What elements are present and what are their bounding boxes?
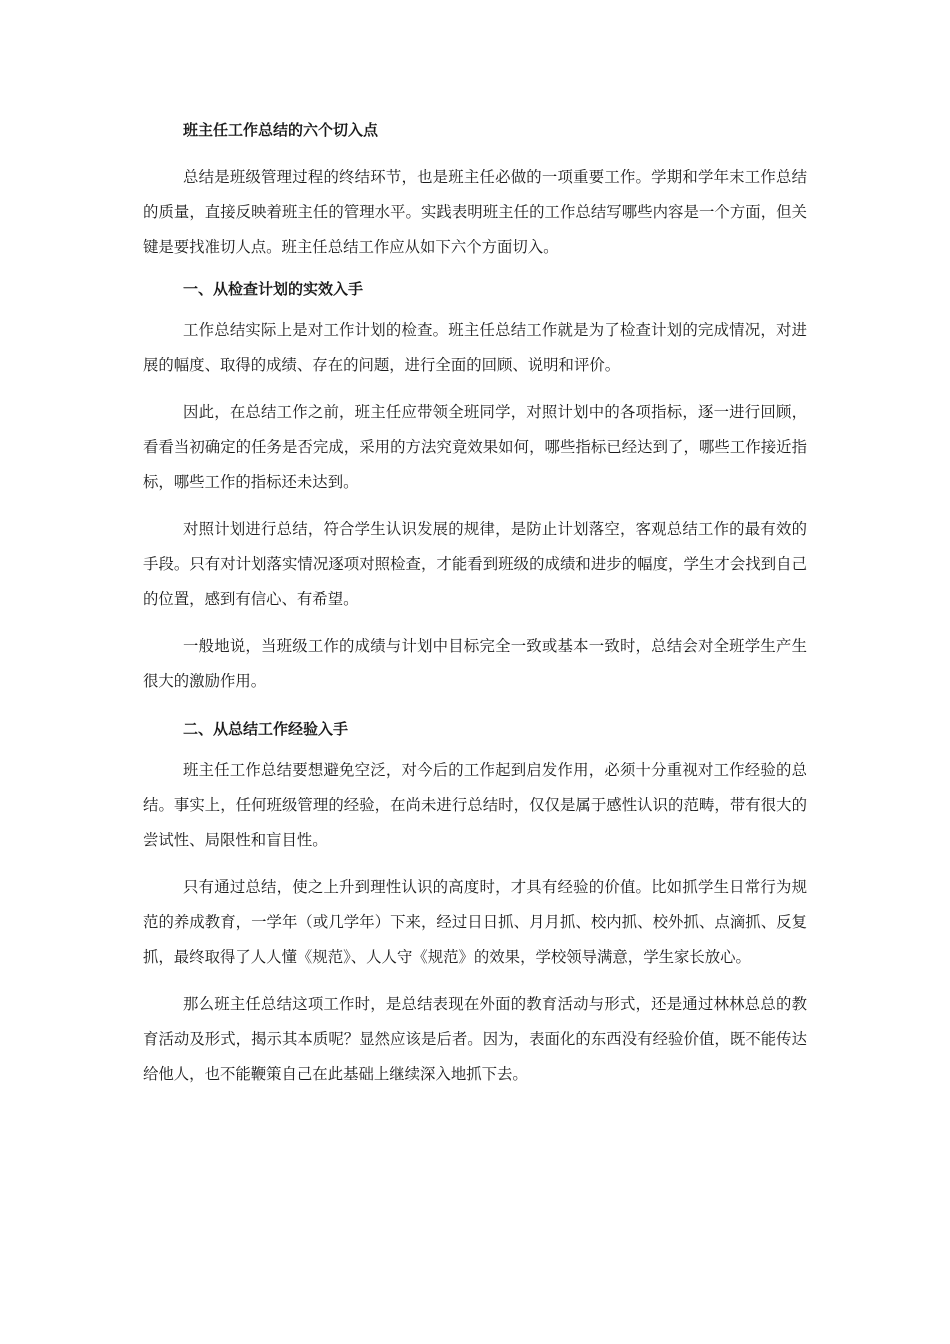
document-title: 班主任工作总结的六个切入点: [183, 121, 379, 139]
section-2-paragraph-2: 只有通过总结，使之上升到理性认识的高度时，才具有经验的价值。比如抓学生日常行为规范的养成教育，一学年（或几学年）下来，经过日日抓、月月抓、校内抓、校外抓、点滴抓、反复抓，最终取得了人人懂《规范》、人人守《规范》的效果，学校领导满意，学生家长放心。: [143, 878, 807, 966]
section-1-paragraph-4: 一般地说，当班级工作的成绩与计划中目标完全一致或基本一致时，总结会对全班学生产生很大的激励作用。: [143, 637, 807, 690]
section-2-paragraph-1: 班主任工作总结要想避免空泛，对今后的工作起到启发作用，必须十分重视对工作经验的总结。事实上，任何班级管理的经验，在尚未进行总结时，仅仅是属于感性认识的范畴，带有很大的尝试性、局限性和盲目性。: [143, 761, 807, 849]
section-1-paragraph-3: 对照计划进行总结，符合学生认识发展的规律，是防止计划落空，客观总结工作的最有效的手段。只有对计划落实情况逐项对照检查，才能看到班级的成绩和进步的幅度，学生才会找到自己的位置，感到有信心、有希望。: [143, 520, 807, 608]
section-1-paragraph-1: 工作总结实际上是对工作计划的检查。班主任总结工作就是为了检查计划的完成情况，对进展的幅度、取得的成绩、存在的问题，进行全面的回顾、说明和评价。: [143, 321, 807, 374]
section-1-paragraph-2: 因此，在总结工作之前，班主任应带领全班同学，对照计划中的各项指标，逐一进行回顾，看看当初确定的任务是否完成，采用的方法究竟效果如何，哪些指标已经达到了，哪些工作接近指标，哪些工作的指标还未达到。: [143, 403, 807, 491]
section-2-paragraph-3: 那么班主任总结这项工作时，是总结表现在外面的教育活动与形式，还是通过林林总总的教育活动及形式，揭示其本质呢？显然应该是后者。因为，表面化的东西没有经验价值，既不能传达给他人，也不能鞭策自己在此基础上继续深入地抓下去。: [143, 995, 807, 1083]
section-2-heading: 二、从总结工作经验入手: [183, 720, 349, 738]
section-1-heading: 一、从检查计划的实效入手: [183, 280, 364, 298]
document-page: [143, 118, 807, 1092]
intro-paragraph: 总结是班级管理过程的终结环节，也是班主任必做的一项重要工作。学期和学年末工作总结的质量，直接反映着班主任的管理水平。实践表明班主任的工作总结写哪些内容是一个方面，但关键是要找准切人点。班主任总结工作应从如下六个方面切入。: [143, 168, 807, 256]
